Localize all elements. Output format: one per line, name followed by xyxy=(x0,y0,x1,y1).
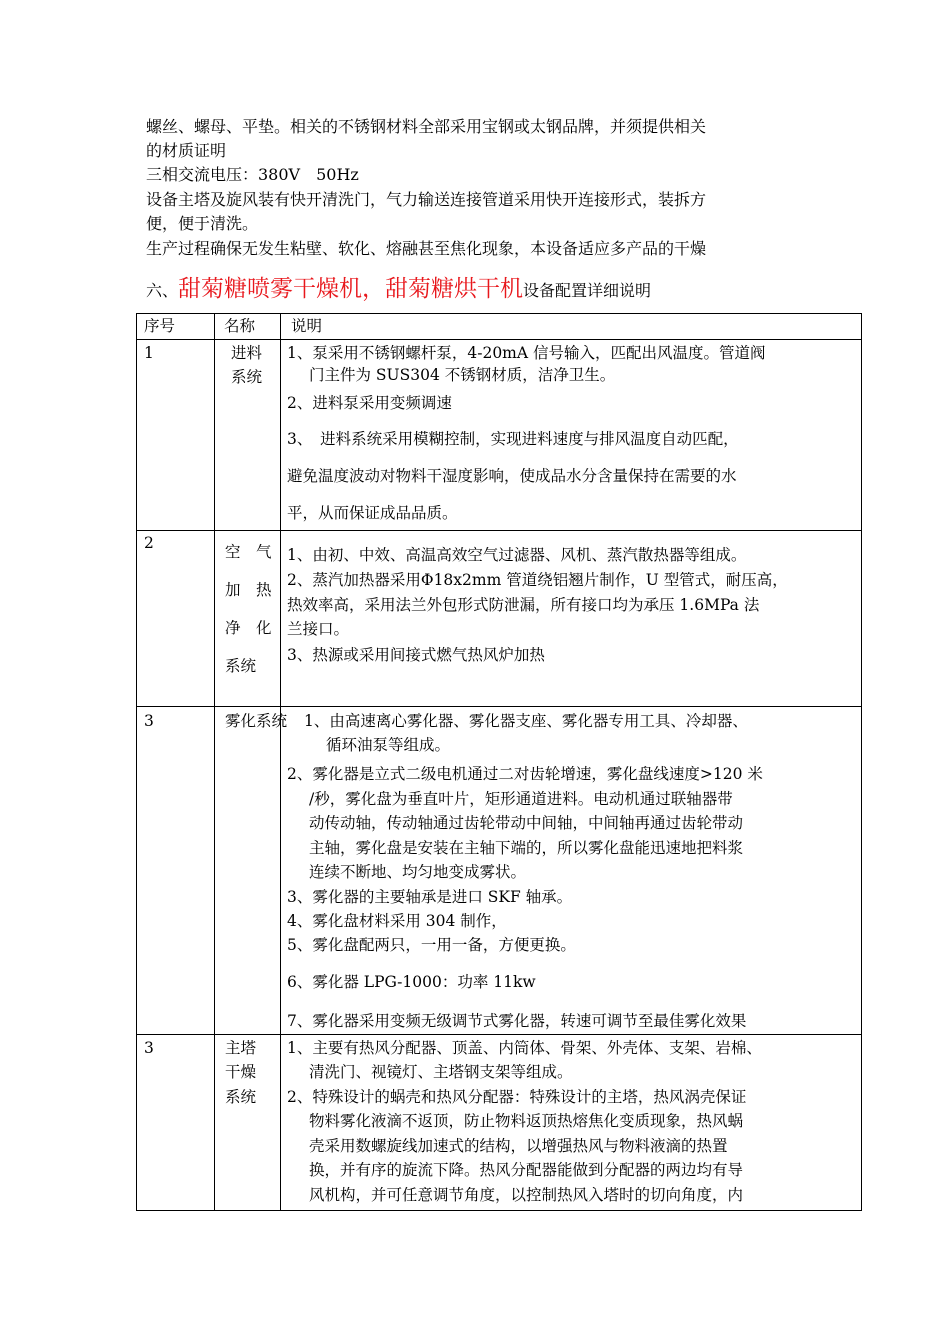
row-3-desc-line: 7、雾化器采用变频无级调节式雾化器，转速可调节至最佳雾化效果 xyxy=(287,1012,747,1030)
row-1-no: 1 xyxy=(144,344,154,362)
row-2-desc-line: 热效率高，采用法兰外包形式防泄漏，所有接口均为承压 1.6MPa 法 xyxy=(287,596,760,614)
row-1-desc-line: 门主件为 SUS304 不锈钢材质，洁净卫生。 xyxy=(309,366,616,384)
row-divider xyxy=(136,706,862,707)
section-subtitle: 设备配置详细说明 xyxy=(523,281,652,300)
row-2-name-line: 系统 xyxy=(225,657,257,675)
row-4-name-line: 主塔 xyxy=(225,1039,257,1057)
row-divider xyxy=(136,530,862,531)
row-3-desc-line: 3、雾化器的主要轴承是进口 SKF 轴承。 xyxy=(287,888,573,906)
row-4-desc-line: 换，并有序的旋流下降。热风分配器能做到分配器的两边均有导 xyxy=(309,1161,744,1179)
row-4-desc-line: 2、特殊设计的蜗壳和热风分配器：特殊设计的主塔，热风涡壳保证 xyxy=(287,1088,747,1106)
intro-line-2: 的材质证明 xyxy=(146,141,227,160)
intro-line-5: 便，便于清洗。 xyxy=(146,214,259,233)
header-no: 序号 xyxy=(144,317,176,335)
intro-line-6: 生产过程确保无发生粘壁、软化、熔融甚至焦化现象，本设备适应多产品的干燥 xyxy=(146,239,707,258)
row-3-desc-line: 循环油泵等组成。 xyxy=(326,736,451,754)
row-4-desc-line: 壳采用数螺旋线加速式的结构，以增强热风与物料液滴的热置 xyxy=(309,1137,728,1155)
section-highlight-title: 甜菊糖喷雾干燥机，甜菊糖烘干机 xyxy=(178,276,524,302)
col-divider xyxy=(280,313,281,1211)
row-2-no: 2 xyxy=(144,534,154,552)
row-divider xyxy=(136,339,862,340)
row-2-name-line: 净 化 xyxy=(225,619,272,637)
header-name: 名称 xyxy=(224,317,256,335)
row-3-desc-line: 主轴，雾化盘是安装在主轴下端的，所以雾化盘能迅速地把料浆 xyxy=(309,839,744,857)
config-table xyxy=(136,313,862,1211)
row-4-desc-line: 物料雾化液滴不返顶，防止物料返顶热熔焦化变质现象，热风蜗 xyxy=(309,1112,744,1130)
intro-line-1: 螺丝、螺母、平垫。相关的不锈钢材料全部采用宝钢或太钢品牌，并须提供相关 xyxy=(146,117,707,136)
row-2-desc-line: 2、蒸汽加热器采用Φ18x2mm 管道绕铝翘片制作，U 型管式，耐压高， xyxy=(287,571,788,589)
row-divider xyxy=(136,1034,862,1035)
col-divider xyxy=(214,313,215,1211)
row-3-name-line: 雾化系统 xyxy=(225,712,288,730)
row-4-desc-line: 风机构，并可任意调节角度，以控制热风入塔时的切向角度，内 xyxy=(309,1186,744,1204)
table-border-top xyxy=(136,313,862,314)
row-3-desc-line: 5、雾化盘配两只，一用一备，方便更换。 xyxy=(287,936,576,954)
row-3-desc-line: 动传动轴，传动轴通过齿轮带动中间轴，中间轴再通过齿轮带动 xyxy=(309,814,744,832)
row-3-desc-line: 连续不断地、均匀地变成雾状。 xyxy=(309,863,527,881)
row-3-desc-line: 4、雾化盘材料采用 304 制作， xyxy=(287,912,507,930)
row-2-name-line: 加 热 xyxy=(225,581,272,599)
row-1-name-line: 系统 xyxy=(231,368,263,386)
row-3-desc-line: 1、由高速离心雾化器、雾化器支座、雾化器专用工具、冷却器、 xyxy=(304,712,748,730)
section-heading xyxy=(146,270,651,303)
section-number: 六、 xyxy=(146,281,179,300)
intro-line-4: 设备主塔及旋风装有快开清洗门，气力输送连接管道采用快开连接形式，装拆方 xyxy=(146,190,707,209)
row-1-desc-line: 1、泵采用不锈钢螺杆泵，4-20mA 信号输入，匹配出风温度。管道阀 xyxy=(287,344,766,362)
row-4-name-line: 系统 xyxy=(225,1088,257,1106)
col-divider xyxy=(136,313,137,1211)
row-4-desc-line: 1、主要有热风分配器、顶盖、内筒体、骨架、外壳体、支架、岩棉、 xyxy=(287,1039,762,1057)
row-1-desc-line: 平，从而保证成品品质。 xyxy=(287,504,458,522)
row-2-name-line: 空 气 xyxy=(225,543,272,561)
row-1-desc-line: 3、 进料系统采用模糊控制，实现进料速度与排风温度自动匹配， xyxy=(287,430,739,448)
row-1-desc-line: 2、进料泵采用变频调速 xyxy=(287,394,452,412)
header-desc: 说明 xyxy=(291,317,323,335)
col-divider xyxy=(861,313,862,1211)
row-3-desc-line: 2、雾化器是立式二级电机通过二对齿轮增速，雾化盘线速度>120 米 xyxy=(287,765,763,783)
row-3-no: 3 xyxy=(144,712,154,730)
row-2-desc-line: 兰接口。 xyxy=(287,620,350,638)
intro-line-3: 三相交流电压：380V 50Hz xyxy=(146,165,359,184)
row-1-name-line: 进料 xyxy=(231,344,263,362)
table-border-bottom xyxy=(136,1210,862,1211)
row-4-desc-line: 清洗门、视镜灯、主塔钢支架等组成。 xyxy=(309,1063,573,1081)
row-1-desc-line: 避免温度波动对物料干湿度影响，使成品水分含量保持在需要的水 xyxy=(287,467,737,485)
row-2-desc-line: 1、由初、中效、高温高效空气过滤器、风机、蒸汽散热器等组成。 xyxy=(287,546,747,564)
row-4-name-line: 干燥 xyxy=(225,1063,257,1081)
row-3-desc-line: 6、雾化器 LPG-1000：功率 11kw xyxy=(287,973,536,991)
row-3-desc-line: /秒，雾化盘为垂直叶片，矩形通道进料。电动机通过联轴器带 xyxy=(309,790,733,808)
row-2-desc-line: 3、热源或采用间接式燃气热风炉加热 xyxy=(287,646,545,664)
row-4-no: 3 xyxy=(144,1039,154,1057)
